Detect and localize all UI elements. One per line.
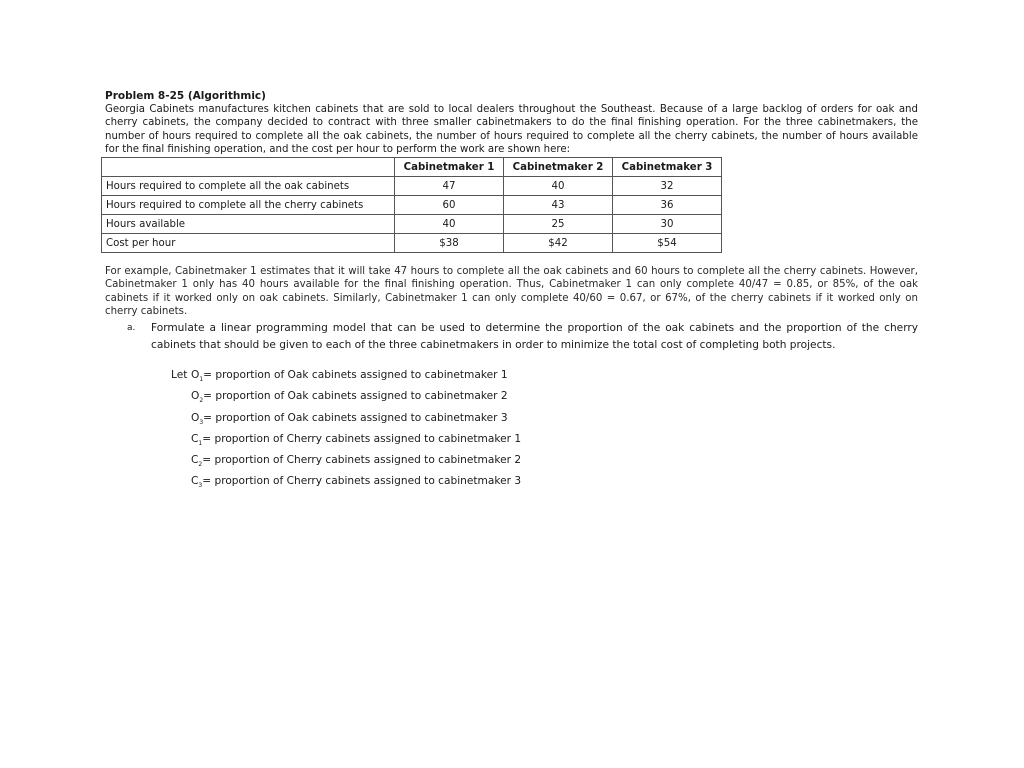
cabinetmaker-table	[101, 157, 722, 253]
table-cell: 43	[504, 196, 613, 215]
variable-definitions	[171, 367, 918, 494]
part-a-text: Formulate a linear programming model that can be used to determine the proportion of the oak cabinets and the proportion of the cherry cabinets that should be given to each of the three cabinetmakers in order to minimize the total cost of completing both projects.	[151, 322, 918, 352]
table-header-cell	[102, 158, 395, 177]
table-cell: $54	[613, 234, 722, 253]
table-cell: 47	[395, 177, 504, 196]
table-row	[102, 234, 722, 253]
table-row	[102, 177, 722, 196]
problem-intro: Georgia Cabinets manufactures kitchen cabinets that are sold to local dealers throughout the Southeast. Because of a large backlog of orders for oak and cherry cabinets, the company decided to contract with three smaller cabinetmakers to do the final finishing operation. For the three cabinetmakers, the number of hours required to complete all the oak cabinets, the number of hours required to complete all the cherry cabinets, the number of hours available for the final finishing operation, and the cost per hour to perform the work are shown here:	[105, 104, 918, 155]
table-cell: 60	[395, 196, 504, 215]
table-cell: 40	[504, 177, 613, 196]
table-header-row	[102, 158, 722, 177]
variable-symbol: $C_2$	[191, 453, 203, 468]
part-a	[105, 320, 918, 354]
table-row	[102, 196, 722, 215]
example-paragraph: For example, Cabinetmaker 1 estimates that it will take 47 hours to complete all the oak cabinets and 60 hours to complete all the cherry cabinets. However, Cabinetmaker 1 only has 40 hours available for the final finishing operation. Thus, Cabinetmaker 1 can only complete 40/47 = 0.85, or 85%, of the oak cabinets if it worked only on oak cabinets. Similarly, Cabinetmaker 1 can only complete 40/60 = 0.67, or 67%, of the cherry cabinets if it worked only on cherry cabinets.	[105, 266, 918, 318]
definition-row	[171, 410, 918, 431]
row-label: Hours available	[102, 215, 395, 234]
document-page	[105, 90, 918, 494]
table-cell: $38	[395, 234, 504, 253]
variable-description: = proportion of Oak cabinets assigned to cabinetmaker 1	[203, 369, 508, 382]
definition-row	[171, 452, 918, 473]
definition-row	[171, 473, 918, 494]
variable-description: = proportion of Cherry cabinets assigned to cabinetmaker 2	[202, 453, 522, 466]
variable-symbol: $O_1$	[191, 369, 204, 384]
table-cell: 40	[395, 215, 504, 234]
row-label: Cost per hour	[102, 234, 395, 253]
table-row	[102, 215, 722, 234]
variable-description: = proportion of Oak cabinets assigned to cabinetmaker 2	[203, 390, 508, 403]
definition-row	[171, 388, 918, 409]
table-cell: $42	[504, 234, 613, 253]
row-label: Hours required to complete all the cherry cabinets	[102, 196, 395, 215]
variable-symbol: $C_3$	[191, 474, 203, 490]
part-a-letter: a.	[127, 323, 136, 334]
table-cell: 25	[504, 215, 613, 234]
table-header-cell: Cabinetmaker 2	[504, 158, 613, 177]
variable-description: = proportion of Cherry cabinets assigned to cabinetmaker 3	[202, 474, 522, 487]
problem-title: Problem 8-25 (Algorithmic)	[105, 90, 266, 102]
table-header-cell: Cabinetmaker 1	[395, 158, 504, 177]
table-header-cell: Cabinetmaker 3	[613, 158, 722, 177]
table-cell: 30	[613, 215, 722, 234]
table-cell: 32	[613, 177, 722, 196]
let-keyword: Let	[171, 369, 188, 382]
row-label: Hours required to complete all the oak cabinets	[102, 177, 395, 196]
definition-row	[171, 431, 918, 452]
variable-symbol: $C_1$	[191, 432, 203, 447]
variable-symbol: $O_3$	[191, 411, 204, 426]
variable-description: = proportion of Cherry cabinets assigned to cabinetmaker 1	[202, 432, 522, 445]
variable-symbol: $O_2$	[191, 390, 204, 405]
table-cell: 36	[613, 196, 722, 215]
definition-row	[171, 367, 918, 388]
variable-description: = proportion of Oak cabinets assigned to cabinetmaker 3	[203, 411, 508, 424]
